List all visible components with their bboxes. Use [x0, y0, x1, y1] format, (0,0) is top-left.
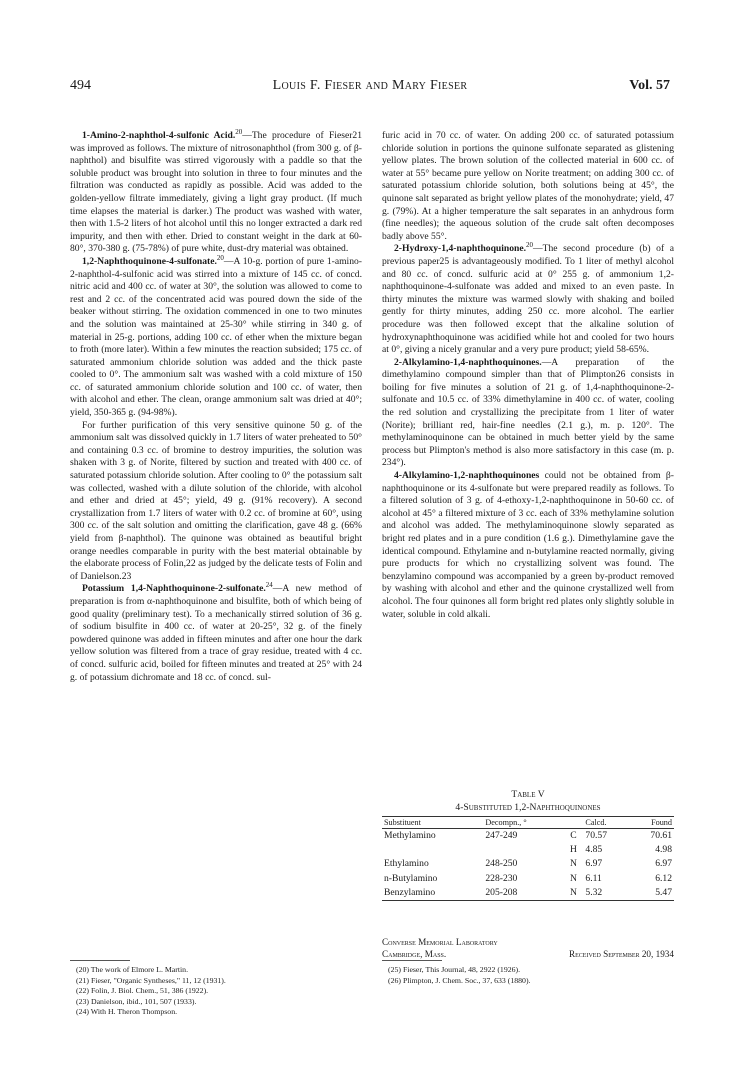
volume-label: Vol. 57: [629, 78, 670, 93]
footnote: (21) Fieser, "Organic Syntheses," 11, 12 (1931).: [76, 975, 226, 985]
paragraph: [70, 127, 362, 256]
paragraph: [382, 243, 674, 356]
paragraph: [382, 357, 674, 470]
column-header: Substituent: [382, 817, 483, 829]
section-heading: 2-Alkylamino-1,4-naphthoquinones.: [394, 356, 542, 368]
paragraph-text: —A new method of preparation is from α-naphthoquinone and bisulfite, both of which being of good quality (preliminary test). To a mechanically stirred solution of 36 g. of sodium bisulfite in 400 cc. of water at 20-25°, 32 g. of the finely powdered quinone was added in fifteen minutes and after one hour the dark yellow solution was filtered from a trace of gray residue, treated with 4 cc. of concd. sulfuric acid, boiled for fifteen minutes and treated at 25° with 24 g. of potassium dichromate and 18 cc. of concd. sul-: [70, 583, 362, 683]
running-head-authors: Louis F. Fieser and Mary Fieser: [272, 78, 468, 93]
cell-decompn: 248-250: [485, 858, 518, 870]
footnote: (23) Danielson, ibid., 101, 507 (1933).: [76, 996, 197, 1006]
paragraph: [382, 470, 674, 621]
laboratory-place: Cambridge, Mass.: [382, 949, 447, 959]
footnote: (25) Fieser, This Journal, 48, 2922 (1926).: [388, 965, 521, 974]
footnote: (24) With H. Theron Thompson.: [76, 1007, 178, 1017]
cell-decompn: 247-249: [485, 830, 518, 841]
table-header-row: [382, 817, 674, 829]
paragraph-text: could not be obtained from β-naphthoquinone or its 4-sulfonate but were prepared readily as follows. To a filtered solution of 3 g. of 4-ethoxy-1,2-naphthoquinone in 50-60 cc. of alcohol at 45° a filtered mixture of 3 cc. each of 33% methylamine solution and alcohol was added. The methylaminoquinone slowly separated as bright red plates and in a pure condition (1.6 g.). Dimethylamine gave the identical compound. Ethylamine and n-butylamine reacted normally, giving pure products for which no crystallizing solvent was found. The benzylamino compound was accompanied by a green by-product removed by washing with alcohol and ether and the quinone crystallized well from alcohol. The four quinones all form bright red plates only slightly soluble in water, soluble in cold alkali.: [382, 470, 674, 620]
table-row: [382, 886, 674, 901]
table-row: [382, 843, 674, 857]
cell-found: 4.98: [655, 844, 672, 856]
paragraph: [70, 583, 362, 684]
table-row: [382, 872, 674, 886]
paragraph-text: —A 10-g. portion of pure 1-amino-2-naphthol-4-sulfonic acid was stirred into a mixture of 145 cc. of concd. nitric acid and 400 cc. of water at 30°, the solution was allowed to come to rest and 2 cc. of the concentrated acid was poured down the side of the beaker without stirring. The oxidation commenced in one to two minutes and the solution was maintained at 25-30° while stirring in 340 g. of material in 25-g. portions, adding 100 cc. of ether when the mixture began to froth (more later). Within a few minutes the reaction subsided; 175 cc. of saturated ammonium chloride solution was added and the thick paste cooled to 0°. The ammonium salt was washed with a cold mixture of 150 cc. of saturated ammonium chloride solution and 100 cc. of water, then with alcohol and ether. The clean, orange ammonium salt was dried at 40°; yield, 350-365 g. (94-98%).: [70, 255, 362, 419]
received-date: Received September 20, 1934: [569, 949, 674, 959]
cell-decompn: [483, 843, 563, 857]
laboratory-block: [382, 936, 674, 960]
paragraph-text: furic acid in 70 cc. of water. On adding 200 cc. of saturated potassium chloride solution in portions the quinone sulfonate separated as glistening yellow plates. The brown solution of the collected material in 600 cc. of water at 55° became pure yellow on Norite treatment; on adding 300 cc. of saturated potassium chloride solution, both solutions being at 45°, the quinone salt separated as bright yellow plates of the monohydrate; yield, 47 g. (79%). At a higher temperature the salt separates in an anhydrous form (fine needles); the aqueous solution of the crude salt often decomposes badly above 55°.: [382, 130, 674, 242]
section-heading: 1,2-Naphthoquinone-4-sulfonate.: [82, 255, 217, 267]
section-heading: Potassium 1,4-Naphthoquinone-2-sulfonate.: [82, 583, 266, 595]
section-heading: 4-Alkylamino-1,2-naphthoquinones: [394, 470, 540, 482]
paragraph: [382, 130, 674, 243]
cell-calcd: 70.57: [585, 830, 607, 841]
cell-calcd: 6.11: [585, 872, 602, 884]
column-header: Calcd.: [583, 817, 628, 829]
table-v: [382, 788, 674, 901]
cell-found: 5.47: [629, 886, 674, 901]
footnotes-right: [382, 960, 674, 986]
column-header: Decompn., °: [483, 817, 563, 829]
cell-decompn: 205-208: [483, 886, 563, 901]
cell-found: 70.61: [650, 830, 672, 841]
page-header: [70, 78, 670, 98]
cell-element: C: [570, 830, 577, 841]
footnote-ref: 24: [265, 581, 273, 590]
footnote-ref: 20: [216, 253, 224, 262]
paragraph-text: —The procedure of Fieser21 was improved as follows. The mixture of nitrosonaphthol (from 300 g. of β-naphthol) and bisulfite was stirred vigorously with a paddle so that the soluble product was brought into solution in three to four minutes and the filtration was conducted as rapidly as possible. Acid was added to the golden-yellow filtrate immediately, giving a light gray product. (If much time elapses the material is darker.) The product was washed with water, then with 1.5-2 liters of hot alcohol until this no longer extracted a dark red impurity, and then with ether. Dried to constant weight in the dark at 60-80°, 370-380 g. (75-78%) of pure white, dust-dry material was obtained.: [70, 130, 362, 255]
column-header: Found: [629, 817, 674, 829]
cell-element: H: [569, 844, 577, 856]
table-row: [382, 857, 674, 871]
cell-element: N: [563, 886, 583, 901]
footnotes-left: [70, 960, 362, 1018]
column-header: [563, 817, 583, 829]
cell-found: 6.97: [655, 858, 672, 870]
laboratory-name: Converse Memorial Laboratory: [382, 937, 498, 947]
footnote: (26) Plimpton, J. Chem. Soc., 37, 633 (1880).: [388, 975, 531, 985]
footnote-rule: [382, 960, 442, 961]
table-caption: Table V: [511, 789, 545, 800]
cell-substituent: Ethylamino: [384, 858, 429, 870]
right-column: [382, 130, 674, 621]
paragraph: [70, 420, 362, 584]
cell-calcd: 4.85: [585, 844, 603, 856]
cell-substituent: Benzylamino: [382, 886, 483, 901]
cell-element: N: [569, 872, 577, 884]
left-column: [70, 127, 362, 684]
footnote-rule: [70, 960, 130, 961]
table-row: [382, 829, 674, 844]
cell-found: 6.12: [655, 872, 672, 884]
page-number: 494: [70, 78, 91, 93]
cell-substituent: [382, 843, 483, 857]
cell-element: N: [569, 858, 577, 870]
footnote-ref: 20: [235, 127, 243, 136]
paragraph-text: For further purification of this very sensitive quinone 50 g. of the ammonium salt was dissolved quickly in 1.7 liters of water preheated to 50° and containing 0.3 cc. of bromine to destroy impurities, the solution was shaken with 3 g. of Norite, filtered by suction and treated with 400 cc. of saturated potassium chloride solution. After cooling to 0° the potassium salt was collected, washed with a dilute solution of the chloride, with alcohol and ether and dried at 45°; yield, 49 g. (91% recovery). A second crystallization from 1.7 liters of water with 0.2 cc. of bromine at 60°, using 300 cc. of the salt solution and omitting the clarification, gave 48 g. (66% yield from β-naphthol). The quinone was obtained as beautiful bright orange needles comparable in purity with the best material obtainable by the elaborate process of Folin,22 as judged by the delicate tests of Folin and of Danielson.23: [70, 419, 362, 582]
footnote-ref: 20: [526, 241, 534, 250]
cell-calcd: 5.32: [583, 886, 628, 901]
cell-decompn: 228-230: [485, 872, 518, 884]
paragraph: [70, 253, 362, 420]
cell-substituent: n-Butylamino: [384, 872, 438, 884]
paragraph-text: —A preparation of the dimethylamino compound simpler than that of Plimpton26 consists in boiling for five minutes a solution of 21 g. of 1,4-naphthoquinone-2-sulfonate and 10.5 cc. of 33% dimethylamine in 400 cc. of water, cooling the red solution and crystallizing the precipitate from 1 liter of water (Norite); brilliant red, hair-fine needles (2.1 g.), m. p. 120°. The methylaminoquinone can be obtained in much better yield by the same process but Plimpton's method is also more satisfactory in this case (m. p. 234°).: [382, 356, 674, 469]
footnote: (22) Folin, J. Biol. Chem., 51, 386 (1922).: [76, 986, 209, 996]
cell-calcd: 6.97: [585, 858, 603, 870]
footnote: (20) The work of Elmore L. Martin.: [76, 965, 189, 974]
section-heading: 2-Hydroxy-1,4-naphthoquinone.: [394, 243, 527, 255]
section-heading: 1-Amino-2-naphthol-4-sulfonic Acid.: [82, 130, 236, 141]
table-title: 4-Substituted 1,2-Naphthoquinones: [455, 802, 601, 813]
cell-substituent: Methylamino: [384, 830, 436, 841]
data-table: [382, 816, 674, 901]
paragraph-text: —The second procedure (b) of a previous paper25 is advantageously modified. To 1 liter of methyl alcohol and 80 cc. of concd. sulfuric acid at 0° 255 g. of ammonium 1,2-naphthoquinone-4-sulfonate was added and mixed to an even paste. In thirty minutes the mixture was warmed slowly with shaking and boiled gently for thirty minutes, adding 250 cc. more alcohol. The earlier procedure was then followed except that the alkaline solution of hydroxynaphthoquinone was acidified while hot and cooled for two hours at 0°, giving a nicely granular and a very pure product; yield 58-65%.: [382, 243, 674, 356]
